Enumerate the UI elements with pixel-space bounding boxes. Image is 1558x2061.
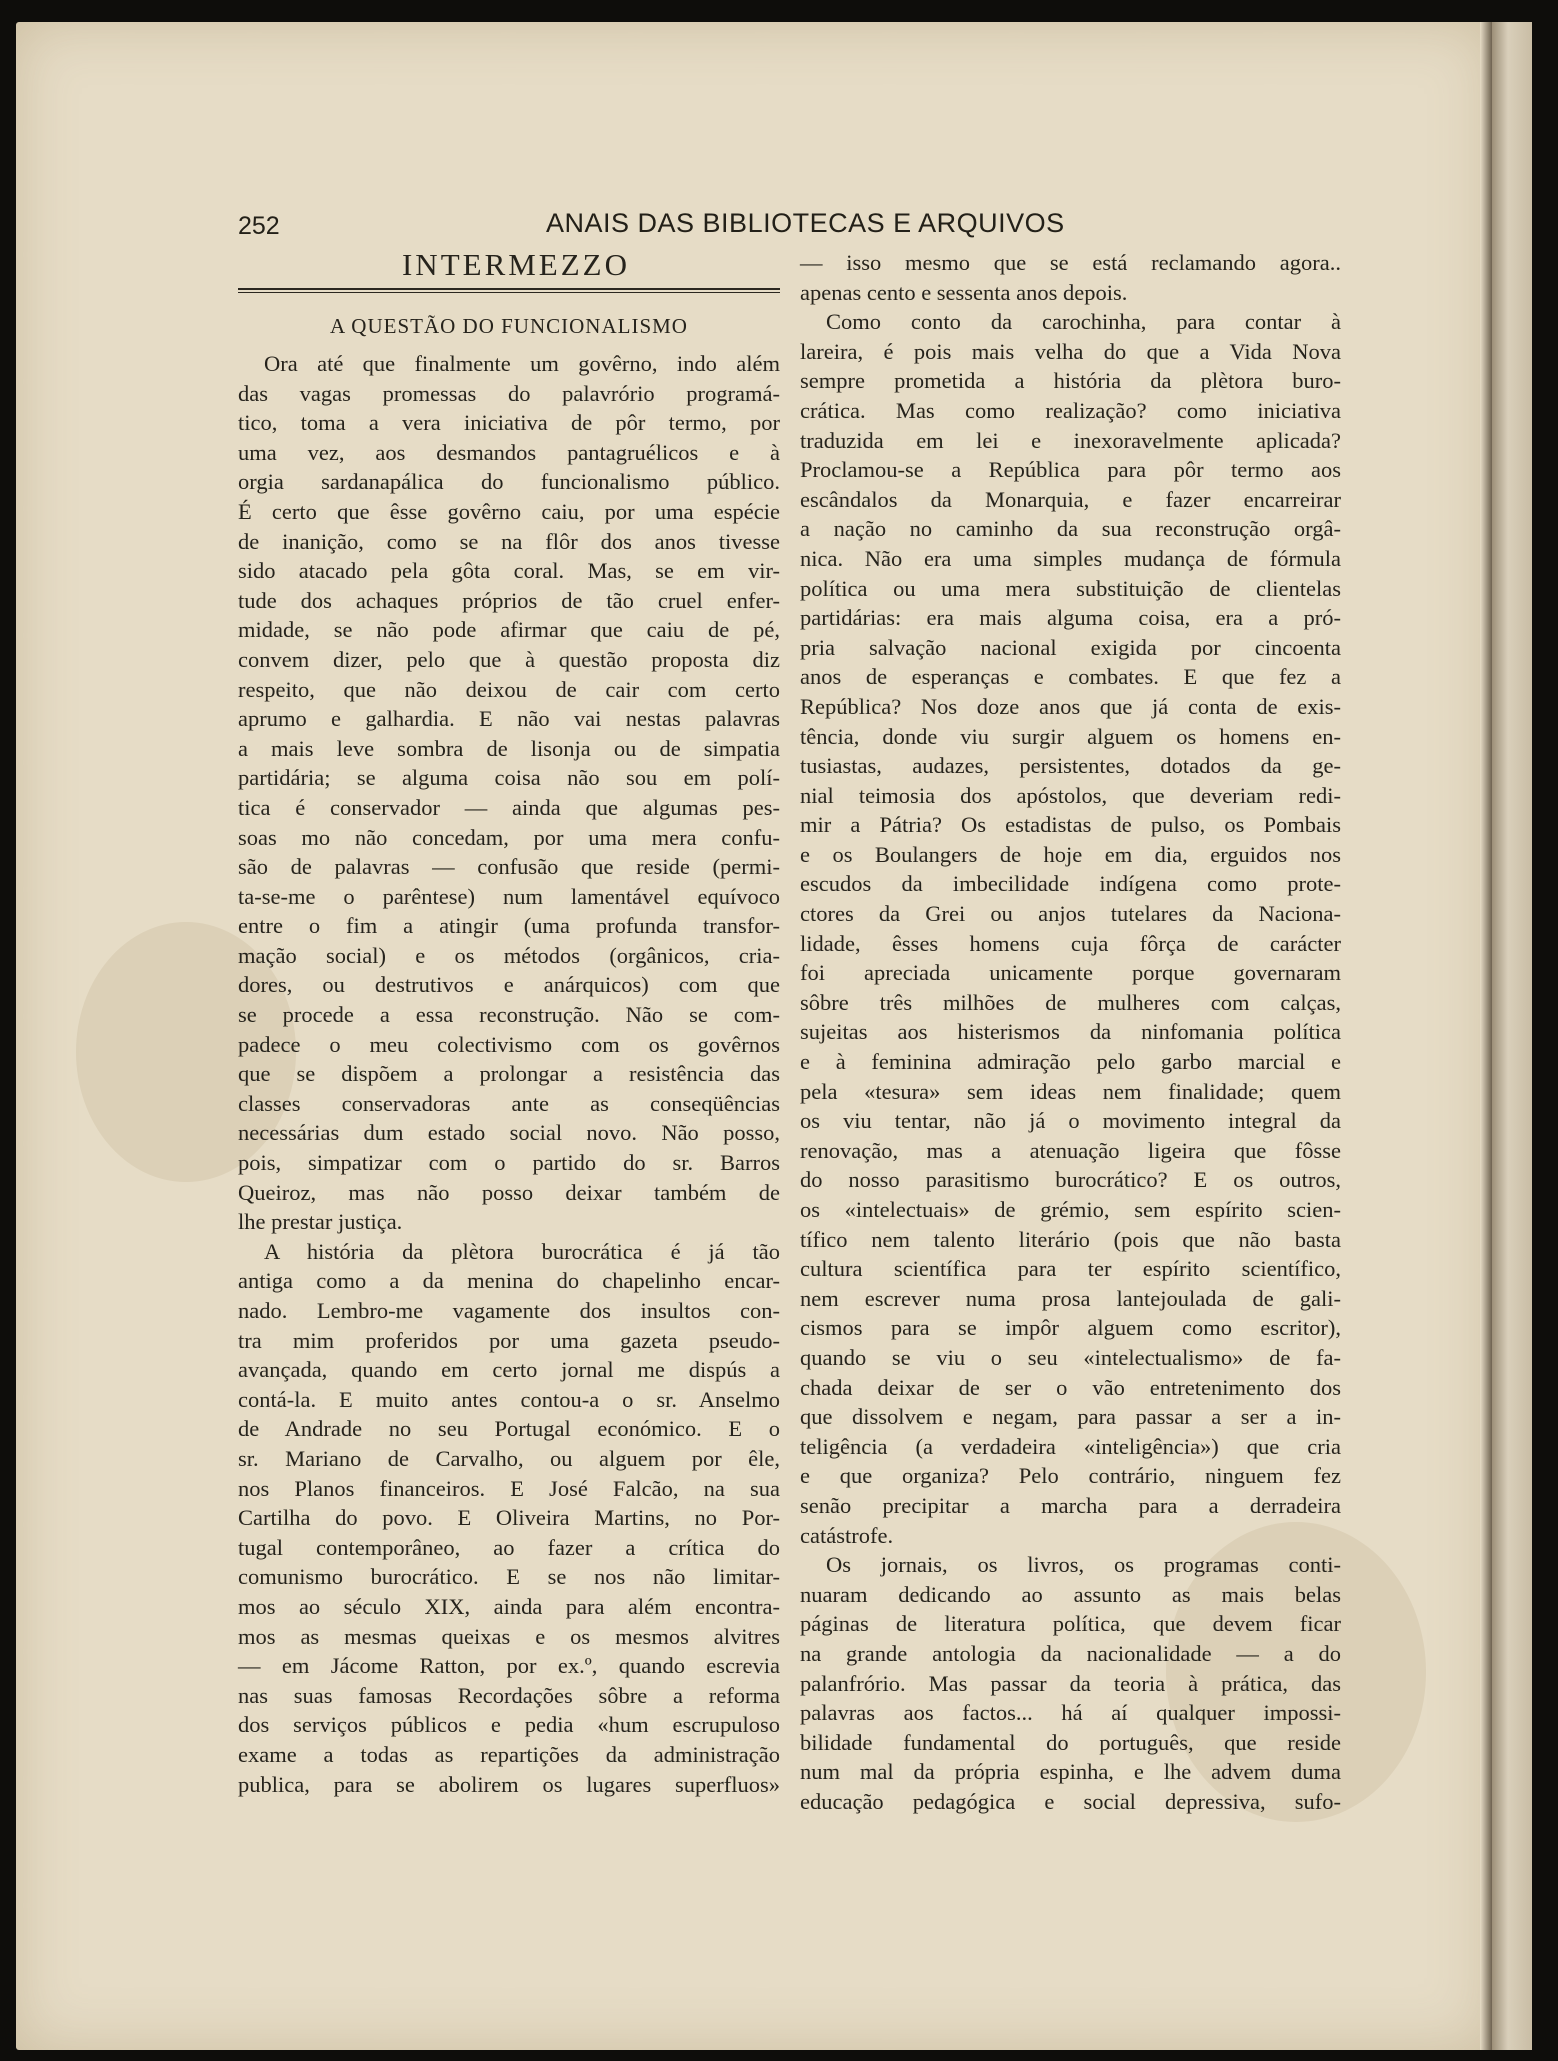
text-line: nica. Não era uma simples mudança de fórmula: [800, 545, 1341, 571]
text-line: crática. Mas como realização? como iniciativa: [800, 397, 1341, 423]
left-column-text: [238, 349, 780, 1799]
text-line: teligência (a verdadeira «inteligência») que cria: [800, 1433, 1341, 1459]
text-line: aprumo e galhardia. E não vai nestas palavras: [238, 706, 780, 732]
text-line: páginas de literatura política, que devem ficar: [800, 1611, 1341, 1637]
right-column-text: [800, 248, 1341, 1816]
text-line: pria salvação nacional exigida por cincoenta: [800, 634, 1341, 660]
text-line: os viu tentar, não já o movimento integral da: [800, 1108, 1341, 1134]
text-line: É certo que êsse govêrno caiu, por uma espécie: [238, 498, 780, 524]
text-line: chada deixar de ser o vão entretenimento dos: [800, 1374, 1341, 1400]
text-line: dores, ou destrutivos e anárquicos) com que: [238, 972, 780, 998]
text-line: nuaram dedicando ao assunto as mais belas: [800, 1581, 1341, 1607]
section-title: INTERMEZZO: [401, 247, 631, 282]
text-line: tífico nem talento literário (pois que não basta: [800, 1226, 1341, 1252]
text-line: partidárias: era mais alguma coisa, era a pró-: [800, 605, 1341, 631]
text-line: pois, simpatizar com o partido do sr. Barros: [238, 1150, 780, 1176]
text-line: das vagas promessas do palavrório programá-: [238, 380, 780, 406]
text-line: sr. Mariano de Carvalho, ou alguem por êle,: [238, 1445, 780, 1471]
text-line: convem dizer, pelo que à questão proposta diz: [238, 646, 780, 672]
text-line: se procede a essa reconstrução. Não se com-: [238, 1002, 780, 1028]
text-line: lareira, é pois mais velha do que a Vida Nova: [800, 338, 1341, 364]
text-line: tusiastas, audazes, persistentes, dotados da ge-: [800, 753, 1341, 779]
text-line: nado. Lembro-me vagamente dos insultos con-: [238, 1298, 780, 1323]
title-rule: [238, 288, 780, 293]
text-line: orgia sardanapálica do funcionalismo público.: [238, 469, 780, 495]
text-line: nas suas famosas Recordações sôbre a reforma: [238, 1682, 780, 1708]
text-line: catástrofe.: [800, 1522, 894, 1548]
text-line: — isso mesmo que se está reclamando agora..: [800, 250, 1341, 275]
text-line: República? Nos doze anos que já conta de exis-: [800, 693, 1341, 719]
text-line: e que organiza? Pelo contrário, ninguem fez: [800, 1463, 1341, 1489]
text-line: avançada, quando em certo jornal me dispús a: [238, 1357, 780, 1383]
text-line: partidária; se alguma coisa não sou em polí-: [238, 765, 780, 791]
text-line: A história da plètora burocrática é já tão: [264, 1238, 780, 1264]
text-line: palavras aos factos... há aí qualquer impossi-: [800, 1700, 1341, 1726]
text-line: que se dispõem a prolongar a resistência das: [238, 1061, 780, 1087]
text-line: midade, se não pode afirmar que caiu de pé,: [238, 617, 780, 643]
text-line: traduzida em lei e inexoravelmente aplicada?: [800, 427, 1341, 453]
running-head: [16, 208, 1490, 248]
text-line: mação social) e os métodos (orgânicos, cria-: [238, 942, 780, 968]
article-subtitle: A QUESTÃO DO FUNCIONALISMO: [330, 314, 688, 338]
text-line: necessárias dum estado social novo. Não posso,: [238, 1120, 780, 1146]
text-line: educação pedagógica e social depressiva, sufo-: [800, 1788, 1341, 1814]
facing-page-edge: [1492, 22, 1532, 2050]
text-line: ta-se-me o parêntese) num lamentável equívoco: [238, 883, 780, 909]
text-line: são de palavras — confusão que reside (permi-: [238, 854, 780, 880]
text-line: tra mim proferidos por uma gazeta pseudo-: [238, 1327, 780, 1353]
text-line: exame a todas as repartições da administração: [238, 1741, 780, 1767]
text-line: lhe prestar justiça.: [238, 1209, 403, 1235]
text-line: na grande antologia da nacionalidade — a do: [800, 1640, 1341, 1666]
text-line: bilidade fundamental do português, que reside: [800, 1729, 1341, 1755]
text-line: foi apreciada unicamente porque governaram: [800, 960, 1341, 986]
text-line: de inanição, como se na flôr dos anos tivesse: [238, 528, 780, 554]
text-line: Cartilha do povo. E Oliveira Martins, no Por-: [238, 1505, 780, 1531]
text-line: nial teimosia dos apóstolos, que deveriam redi-: [800, 782, 1341, 808]
text-line: lidade, êsses homens cuja fôrça de carácter: [800, 930, 1341, 956]
text-line: num mal da própria espinha, e lhe advem duma: [800, 1759, 1341, 1785]
journal-title: ANAIS DAS BIBLIOTECAS E ARQUIVOS: [546, 208, 1065, 238]
text-line: soas mo não concedam, por uma mera confu-: [238, 824, 780, 850]
text-line: sujeitas aos histerismos da ninfomania política: [800, 1019, 1341, 1045]
text-line: antiga como a da menina do chapelinho encar-: [238, 1268, 780, 1294]
text-line: classes conservadoras ante as conseqüências: [238, 1090, 780, 1116]
text-line: renovação, mas a atenuação ligeira que fôsse: [800, 1137, 1341, 1163]
text-line: ctores da Grei ou anjos tutelares da Naciona-: [800, 901, 1341, 927]
text-line: do nosso parasitismo burocrático? E os outros,: [800, 1167, 1341, 1193]
text-line: contá-la. E muito antes contou-a o sr. Anselmo: [238, 1386, 780, 1412]
text-line: nem escrever numa prosa lantejoulada de gali-: [800, 1285, 1341, 1311]
right-column: [800, 248, 1341, 1816]
text-line: mos ao século XIX, ainda para além encontra-: [238, 1593, 780, 1619]
text-line: padece o meu colectivismo com os govêrnos: [238, 1031, 780, 1057]
text-line: Os jornais, os livros, os programas conti-: [826, 1552, 1341, 1578]
text-line: sôbre três milhões de mulheres com calças,: [800, 989, 1341, 1015]
text-line: publica, para se abolirem os lugares superfluos»: [238, 1771, 780, 1797]
text-line: senão precipitar a marcha para a derradeira: [800, 1492, 1341, 1518]
text-line: os «intelectuais» de grémio, sem espírito scien-: [800, 1197, 1341, 1222]
text-line: Proclamou-se a República para pôr termo aos: [800, 457, 1341, 483]
page-edge-shadow: [1480, 22, 1492, 2050]
text-line: tência, donde viu surgir alguem os homens en-: [800, 723, 1341, 749]
text-line: a nação no caminho da sua reconstrução orgâ-: [800, 516, 1341, 542]
left-column: [238, 248, 780, 1799]
text-line: mos as mesmas queixas e os mesmos alvitres: [238, 1623, 780, 1649]
text-line: que dissolvem e negam, para passar a ser a in-: [800, 1404, 1341, 1430]
text-line: Queiroz, mas não posso deixar também de: [238, 1179, 780, 1205]
text-line: dos serviços públicos e pedia «hum escrupuloso: [238, 1712, 780, 1738]
text-line: política ou uma mera substituição de clientelas: [800, 575, 1341, 601]
text-line: Ora até que finalmente um govêrno, indo além: [264, 351, 780, 376]
text-line: cultura scientífica para ter espírito scientífico,: [800, 1256, 1341, 1282]
text-line: tico, toma a vera iniciativa de pôr termo, por: [238, 410, 780, 436]
text-line: palanfrório. Mas passar da teoria à prática, das: [800, 1670, 1341, 1696]
text-line: Como conto da carochinha, para contar à: [826, 309, 1341, 335]
text-line: apenas cento e sessenta anos depois.: [800, 279, 1128, 305]
text-line: cismos para se impôr alguem como escritor),: [800, 1315, 1341, 1341]
text-line: entre o fim a atingir (uma profunda transfor-: [238, 913, 780, 939]
text-line: tugal contemporâneo, ao fazer a crítica do: [238, 1534, 780, 1560]
page-number: 252: [238, 212, 280, 240]
text-line: sido atacado pela gôta coral. Mas, se em vir-: [238, 558, 780, 584]
text-line: comunismo burocrático. E se nos não limitar-: [238, 1564, 780, 1590]
text-line: pela «tesura» sem ideas nem finalidade; quem: [800, 1078, 1341, 1104]
text-line: anos de esperanças e combates. E que fez a: [800, 664, 1341, 690]
text-line: a mais leve sombra de lisonja ou de simpatia: [238, 735, 780, 761]
text-line: quando se viu o seu «intelectualismo» de fa-: [800, 1344, 1341, 1370]
text-line: uma vez, aos desmandos pantagruélicos e à: [238, 439, 780, 465]
text-line: sempre prometida a história da plètora buro-: [800, 368, 1341, 394]
text-line: de Andrade no seu Portugal económico. E o: [238, 1416, 780, 1442]
text-line: e os Boulangers de hoje em dia, erguidos nos: [800, 841, 1341, 867]
text-line: escândalos da Monarquia, e fazer encarreirar: [800, 486, 1341, 512]
text-line: respeito, que não deixou de cair com certo: [238, 676, 780, 702]
text-line: tica é conservador — ainda que algumas pes-: [238, 794, 780, 820]
text-line: mir a Pátria? Os estadistas de pulso, os Pombais: [800, 812, 1341, 838]
text-line: escudos da imbecilidade indígena como prote-: [800, 871, 1341, 897]
text-line: nos Planos financeiros. E José Falcão, na sua: [238, 1475, 780, 1501]
text-line: tude dos achaques próprios de tão cruel enfer-: [238, 587, 780, 613]
text-line: — em Jácome Ratton, por ex.º, quando escrevia: [238, 1653, 780, 1679]
text-line: e à feminina admiração pelo garbo marcial e: [800, 1049, 1341, 1075]
